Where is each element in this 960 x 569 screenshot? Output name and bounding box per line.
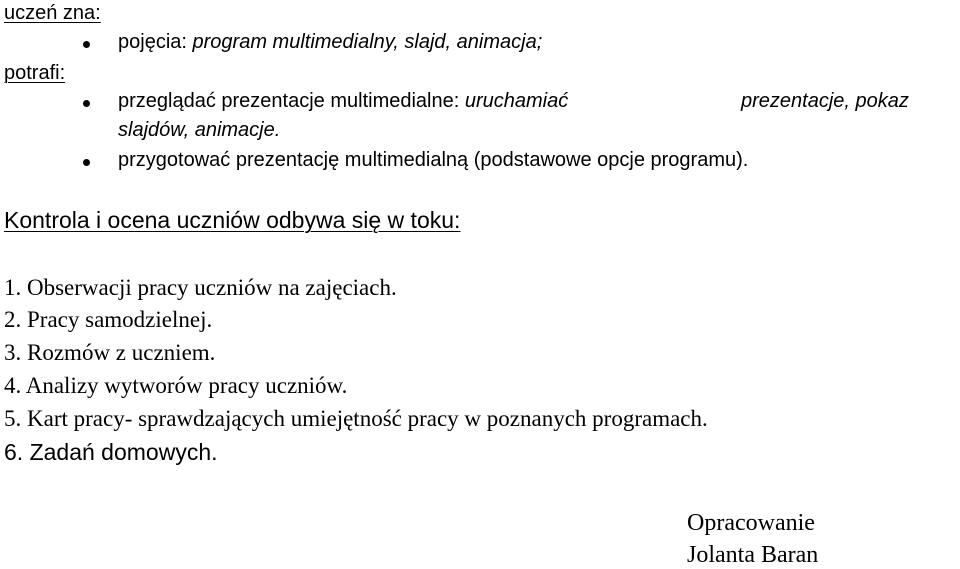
kontrola-heading: Kontrola i ocena uczniów odbywa się w toku: xyxy=(4,207,461,233)
list-item: 6. Zadań domowych. xyxy=(4,439,218,465)
bullet-icon xyxy=(83,159,90,166)
potrafi-item-1-line2 xyxy=(118,118,280,142)
list-item: 1. Obserwacji pracy uczniów na zajęciach. xyxy=(4,275,397,300)
potrafi-item-1-italic: uruchamiać xyxy=(464,90,569,112)
potrafi-item-1-italic-right: prezentacje, pokaz xyxy=(741,90,909,112)
potrafi-item-1-continuation: slajdów, animacje. xyxy=(118,119,281,141)
potrafi-item-1-line1 xyxy=(118,89,568,113)
list-item: 3. Rozmów z uczniem. xyxy=(4,340,216,365)
potrafi-item-2: przygotować prezentację multimedialną (podstawowe opcje programu). xyxy=(118,149,749,171)
potrafi-label: potrafi: xyxy=(4,62,66,84)
bullet-icon xyxy=(83,41,90,48)
list-item: 5. Kart pracy- sprawdzających umiejętność pracy w poznanych programach. xyxy=(4,406,708,431)
list-item: 2. Pracy samodzielnej. xyxy=(4,307,213,332)
zna-item-1-terms: program multimedialny, slajd, animacja; xyxy=(192,31,543,53)
zna-item-1-prefix: pojęcia: xyxy=(118,31,193,53)
signature-line1: Opracowanie xyxy=(687,510,815,536)
bullet-icon xyxy=(83,100,90,107)
list-item: 4. Analizy wytworów pracy uczniów. xyxy=(4,373,348,398)
zna-item-1 xyxy=(118,30,542,54)
uczen-zna-label: uczeń zna: xyxy=(4,2,101,24)
potrafi-item-1-right xyxy=(741,89,909,113)
potrafi-item-1-prefix: przeglądać prezentacje multimedialne: xyxy=(118,90,465,112)
signature-name: Jolanta Baran xyxy=(687,542,819,568)
